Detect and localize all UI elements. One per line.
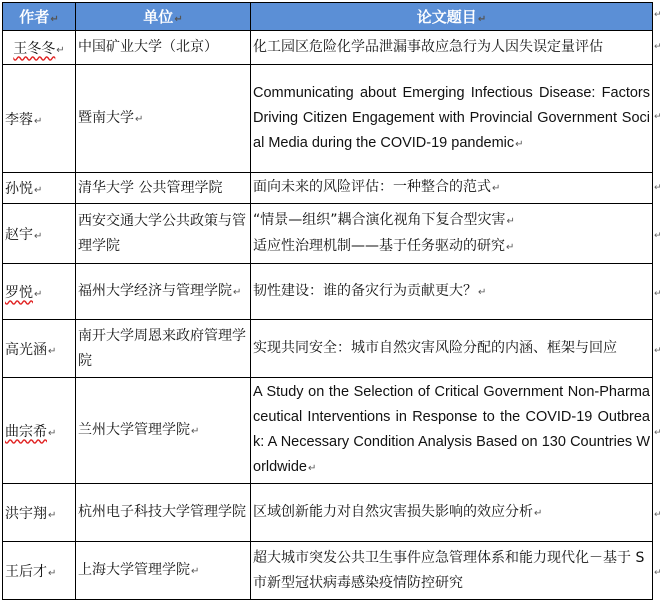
- unit-name: 清华大学 公共管理学院: [78, 179, 223, 196]
- title-cell: [251, 542, 653, 600]
- author-name: 曲宗希: [5, 423, 47, 440]
- title-cell: [251, 65, 653, 173]
- paragraph-mark-icon: ↵: [48, 509, 57, 521]
- paragraph-mark-icon: ↵: [50, 14, 59, 25]
- unit-cell: [76, 204, 251, 264]
- author-name: 赵宇: [5, 226, 33, 243]
- table-row: [3, 65, 653, 173]
- header-author-label: 作者: [19, 8, 50, 26]
- author-cell: [3, 173, 76, 204]
- author-name: 王冬冬: [13, 40, 56, 57]
- paragraph-mark-icon: ↵: [48, 427, 57, 439]
- author-cell: [3, 264, 76, 320]
- end-of-row-mark-icon: ↵: [654, 510, 662, 520]
- paragraph-mark-icon: ↵: [135, 113, 144, 125]
- paragraph-mark-icon: ↵: [191, 425, 200, 437]
- unit-name: 兰州大学管理学院: [78, 421, 190, 438]
- paragraph-mark-icon: ↵: [34, 288, 43, 300]
- paper-title: 韧性建设：谁的备灾行为贡献更大？: [253, 282, 477, 299]
- paper-title-line-2: 适应性治理机制——基于任务驱动的研究: [253, 237, 505, 254]
- paper-title: 超大城市突发公共卫生事件应急管理体系和能力现代化－基于 S 市新型冠状病毒感染疫情防控研究: [253, 549, 645, 591]
- unit-cell: [76, 378, 251, 484]
- paragraph-mark-icon: ↵: [506, 215, 515, 227]
- author-name: 洪宇翔: [5, 505, 47, 522]
- table-row: [3, 31, 653, 65]
- paper-title: 化工园区危险化学品泄漏事故应急行为人因失误定量评估: [253, 39, 603, 55]
- unit-name: 南开大学周恩来政府管理学院: [78, 327, 246, 369]
- paper-title: Communicating about Emerging Infectious Disease: Factors Driving Citizen Engagement with Provincial Government Social Media during the COVID-19 pandemic: [253, 84, 650, 151]
- paper-title: 区域创新能力对自然灾害损失影响的效应分析: [253, 503, 533, 520]
- header-unit: [76, 3, 251, 31]
- unit-cell: [76, 264, 251, 320]
- end-of-row-mark-icon: ↵: [654, 42, 662, 52]
- end-of-row-mark-icon: ↵: [654, 428, 662, 438]
- author-cell: [3, 204, 76, 264]
- unit-name: 上海大学管理学院: [78, 561, 190, 578]
- author-cell: [3, 542, 76, 600]
- unit-cell: [76, 65, 251, 173]
- table-header-row: [3, 3, 653, 31]
- paragraph-mark-icon: ↵: [34, 115, 43, 127]
- paragraph-mark-icon: ↵: [34, 230, 43, 242]
- author-name: 李蓉: [5, 111, 33, 128]
- paragraph-mark-icon: ↵: [174, 14, 183, 25]
- unit-cell: [76, 31, 251, 65]
- author-cell: [3, 378, 76, 484]
- table-row: [3, 542, 653, 600]
- header-author: [3, 3, 76, 31]
- author-cell: [3, 320, 76, 378]
- header-unit-label: 单位: [143, 8, 174, 26]
- paper-title: A Study on the Selection of Critical Government Non-Pharmaceutical Interventions in Response to the COVID-19 Outbreak: A Necessary Condition Analysis Based on 130 Countries Worldwide: [253, 384, 650, 475]
- title-cell: [251, 173, 653, 204]
- unit-cell: [76, 542, 251, 600]
- paragraph-mark-icon: ↵: [478, 286, 487, 298]
- header-title-label: 论文题目: [416, 8, 477, 26]
- unit-name: 杭州电子科技大学管理学院: [78, 504, 246, 520]
- end-of-row-mark-icon: ↵: [654, 112, 662, 122]
- unit-cell: [76, 173, 251, 204]
- unit-name: 中国矿业大学（北京）: [78, 39, 218, 55]
- unit-cell: [76, 320, 251, 378]
- paragraph-mark-icon: ↵: [56, 44, 65, 56]
- unit-cell: [76, 484, 251, 542]
- title-cell: [251, 484, 653, 542]
- paragraph-mark-icon: ↵: [534, 507, 543, 519]
- author-name: 孙悦: [5, 181, 33, 197]
- paragraph-mark-icon: ↵: [233, 286, 242, 298]
- paragraph-mark-icon: ↵: [48, 567, 57, 579]
- title-cell: [251, 204, 653, 264]
- paragraph-mark-icon: ↵: [492, 183, 501, 194]
- table-row: [3, 173, 653, 204]
- end-of-row-mark-icon: ↵: [654, 10, 662, 20]
- title-cell: [251, 264, 653, 320]
- table-row: [3, 484, 653, 542]
- author-cell: [3, 31, 76, 65]
- table-row: [3, 204, 653, 264]
- paragraph-mark-icon: ↵: [477, 14, 487, 25]
- paper-title: “情景—组织”耦合演化视角下复合型灾害: [253, 211, 506, 228]
- end-of-row-mark-icon: ↵: [654, 231, 662, 241]
- end-of-row-mark-icon: ↵: [654, 346, 662, 356]
- paragraph-mark-icon: ↵: [506, 241, 515, 253]
- paper-title: 实现共同安全：城市自然灾害风险分配的内涵、框架与回应: [253, 340, 617, 356]
- paragraph-mark-icon: ↵: [48, 345, 57, 357]
- unit-name: 福州大学经济与管理学院: [78, 282, 232, 299]
- table-row: [3, 320, 653, 378]
- paragraph-mark-icon: ↵: [34, 185, 43, 196]
- authors-table: [2, 2, 653, 600]
- title-cell: [251, 31, 653, 65]
- end-of-row-mark-icon: ↵: [654, 183, 662, 193]
- author-cell: [3, 484, 76, 542]
- end-of-row-mark-icon: ↵: [654, 568, 662, 578]
- unit-name: 西安交通大学公共政策与管理学院: [78, 212, 246, 254]
- author-name: 高光涵: [5, 341, 47, 358]
- header-title: [251, 3, 653, 31]
- author-name: 王后才: [5, 563, 47, 580]
- paragraph-mark-icon: ↵: [308, 463, 317, 474]
- table-row: [3, 264, 653, 320]
- author-name: 罗悦: [5, 284, 33, 301]
- unit-name: 暨南大学: [78, 109, 134, 126]
- end-of-row-mark-icon: ↵: [654, 289, 662, 299]
- table-row: [3, 378, 653, 484]
- paragraph-mark-icon: ↵: [515, 138, 524, 150]
- paragraph-mark-icon: ↵: [191, 565, 200, 577]
- author-cell: [3, 65, 76, 173]
- title-cell: [251, 320, 653, 378]
- paper-title: 面向未来的风险评估：一种整合的范式: [253, 179, 491, 195]
- title-cell: [251, 378, 653, 484]
